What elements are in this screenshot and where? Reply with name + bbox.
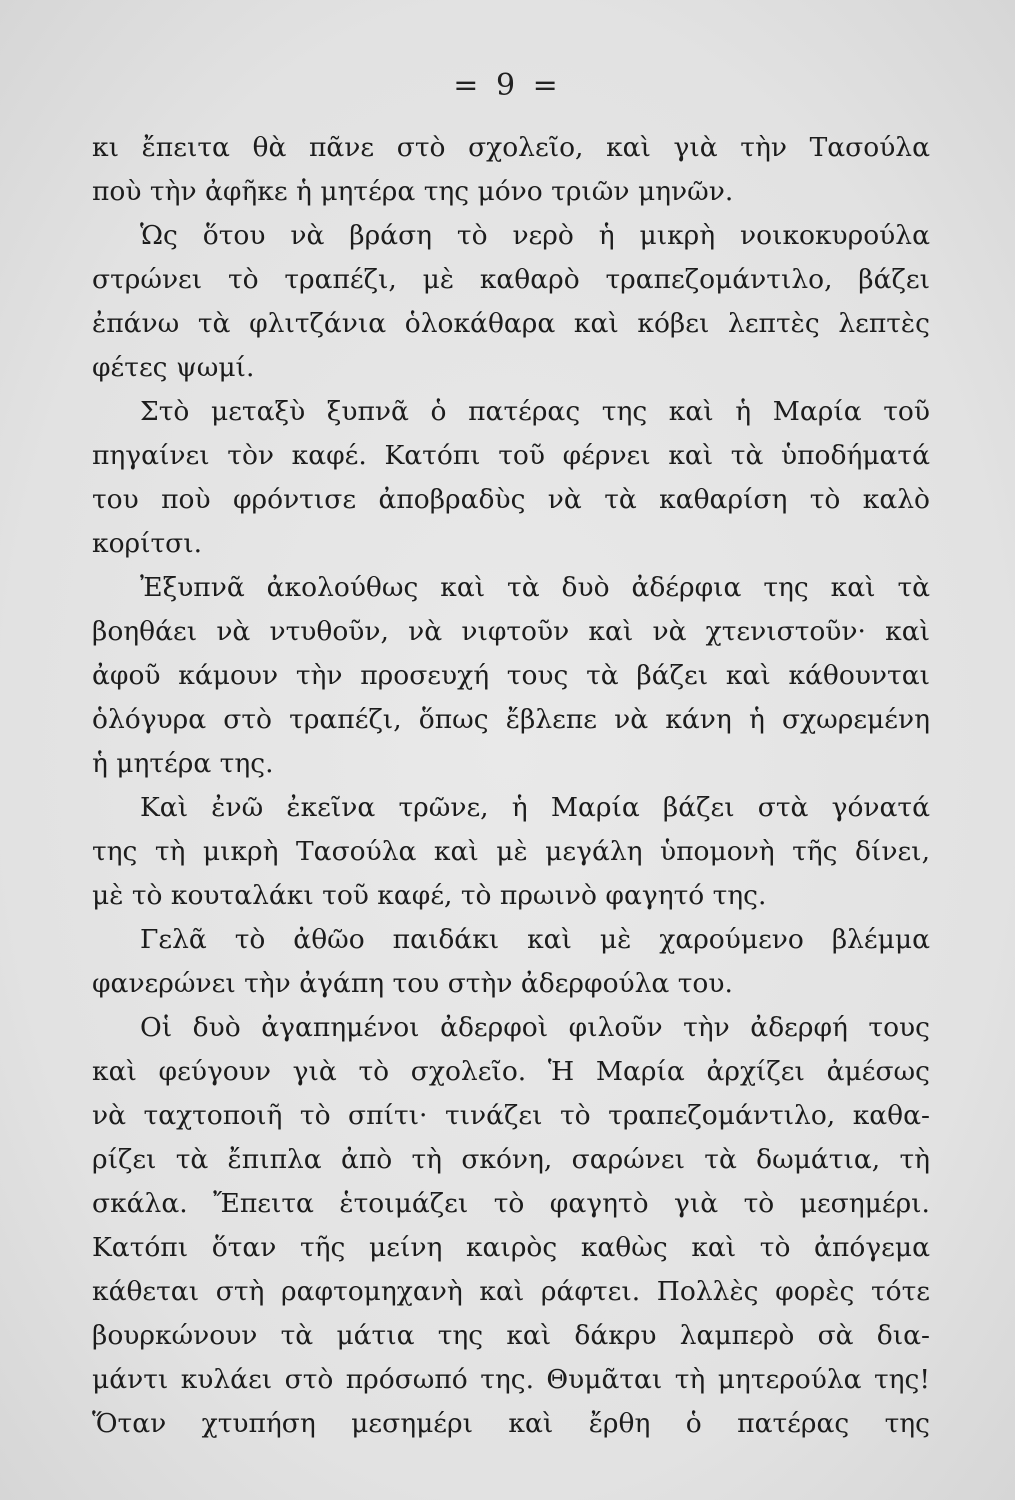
text-line: βοηθάει νὰ ντυθοῦν, νὰ νιφτοῦν καὶ νὰ χτενιστοῦν· καὶ bbox=[92, 616, 930, 647]
text-line: στρώνει τὸ τραπέζι, μὲ καθαρὸ τραπεζομάντιλο, βάζει bbox=[92, 264, 930, 295]
body-text bbox=[92, 126, 930, 1446]
text-line: Κατόπι ὅταν τῆς μείνη καιρὸς καθὼς καὶ τὸ ἀπόγεμα bbox=[92, 1232, 930, 1263]
text-line: κορίτσι. bbox=[92, 528, 203, 559]
text-line: ὁλόγυρα στὸ τραπέζι, ὅπως ἔβλεπε νὰ κάνη ἡ σχωρεμένη bbox=[92, 704, 930, 735]
text-line: πηγαίνει τὸν καφέ. Κατόπι τοῦ φέρνει καὶ τὰ ὑποδήματά bbox=[92, 440, 930, 471]
text-line: βουρκώνουν τὰ μάτια της καὶ δάκρυ λαμπερὸ σὰ δια- bbox=[92, 1320, 930, 1351]
text-line: Ὅταν χτυπήση μεσημέρι καὶ ἔρθη ὁ πατέρας της bbox=[92, 1408, 930, 1439]
text-line: Ὡς ὅτου νὰ βράση τὸ νερὸ ἡ μικρὴ νοικοκυρούλα bbox=[140, 220, 930, 251]
text-line: μὲ τὸ κουταλάκι τοῦ καφέ, τὸ πρωινὸ φαγητό της. bbox=[92, 880, 767, 911]
text-line: κάθεται στὴ ραφτομηχανὴ καὶ ράφτει. Πολλὲς φορὲς τότε bbox=[92, 1276, 930, 1307]
text-line: ἡ μητέρα της. bbox=[92, 748, 274, 779]
text-line: φανερώνει τὴν ἀγάπη του στὴν ἀδερφούλα του. bbox=[92, 968, 733, 999]
text-line: νὰ ταχτοποιῆ τὸ σπίτι· τινάζει τὸ τραπεζομάντιλο, καθα- bbox=[92, 1100, 930, 1131]
text-line: της τὴ μικρὴ Τασούλα καὶ μὲ μεγάλη ὑπομονὴ τῆς δίνει, bbox=[92, 836, 930, 867]
text-line: ἀφοῦ κάμουν τὴν προσευχή τους τὰ βάζει καὶ κάθουνται bbox=[92, 660, 930, 691]
text-line: καὶ φεύγουν γιὰ τὸ σχολεῖο. Ἡ Μαρία ἀρχίζει ἀμέσως bbox=[92, 1056, 930, 1087]
text-line: Οἱ δυὸ ἀγαπημένοι ἀδερφοὶ φιλοῦν τὴν ἀδερφή τους bbox=[140, 1012, 930, 1043]
text-line: Ἐξυπνᾶ ἀκολούθως καὶ τὰ δυὸ ἀδέρφια της καὶ τὰ bbox=[140, 572, 930, 603]
text-line: ἐπάνω τὰ φλιτζάνια ὁλοκάθαρα καὶ κόβει λεπτὲς λεπτὲς bbox=[92, 308, 930, 339]
text-line: Στὸ μεταξὺ ξυπνᾶ ὁ πατέρας της καὶ ἡ Μαρία τοῦ bbox=[140, 396, 930, 427]
text-line: μάντι κυλάει στὸ πρόσωπό της. Θυμᾶται τὴ μητερούλα της! bbox=[92, 1364, 930, 1395]
text-line: ποὺ τὴν ἀφῆκε ἡ μητέρα της μόνο τριῶν μηνῶν. bbox=[92, 176, 734, 207]
text-line: σκάλα. Ἔπειτα ἑτοιμάζει τὸ φαγητὸ γιὰ τὸ μεσημέρι. bbox=[92, 1188, 930, 1219]
text-line: Καὶ ἐνῶ ἐκεῖνα τρῶνε, ἡ Μαρία βάζει στὰ γόνατά bbox=[140, 792, 930, 823]
text-line: κι ἔπειτα θὰ πᾶνε στὸ σχολεῖο, καὶ γιὰ τὴν Τασούλα bbox=[92, 132, 930, 163]
page-number: = 9 = bbox=[453, 68, 562, 103]
text-line: Γελᾶ τὸ ἀθῶο παιδάκι καὶ μὲ χαρούμενο βλέμμα bbox=[140, 924, 930, 955]
text-line: ρίζει τὰ ἔπιπλα ἀπὸ τὴ σκόνη, σαρώνει τὰ δωμάτια, τὴ bbox=[92, 1144, 930, 1175]
text-line: φέτες ψωμί. bbox=[92, 352, 255, 383]
text-line: του ποὺ φρόντισε ἀποβραδὺς νὰ τὰ καθαρίση τὸ καλὸ bbox=[92, 484, 930, 515]
